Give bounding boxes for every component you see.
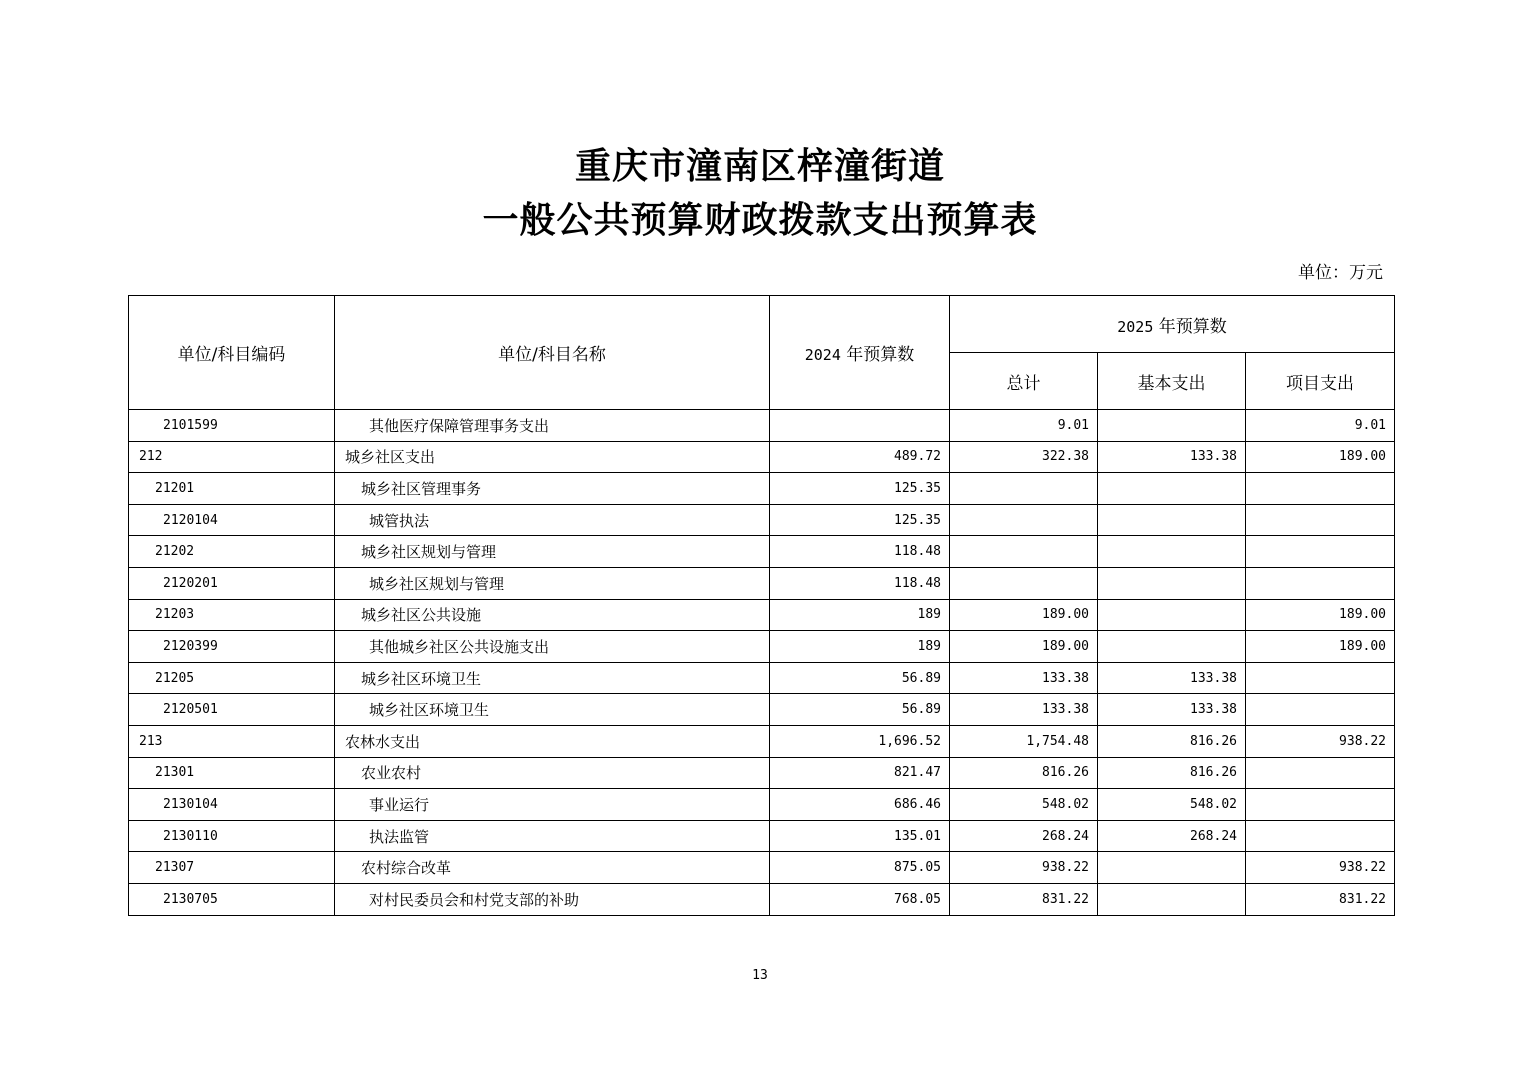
row-project-value: 831.22 <box>1246 883 1395 915</box>
row-prev-year-value: 686.46 <box>770 789 950 821</box>
row-code: 21205 <box>129 662 335 694</box>
header-cur-year-suffix: 年预算数 <box>1158 316 1227 337</box>
table-row <box>129 441 1395 473</box>
row-prev-year-value: 118.48 <box>770 567 950 599</box>
table-row <box>129 789 1395 821</box>
row-name: 农林水支出 <box>335 725 770 757</box>
row-code: 21201 <box>129 473 335 505</box>
row-project-value <box>1246 694 1395 726</box>
header-project: 项目支出 <box>1246 353 1395 410</box>
table-row <box>129 567 1395 599</box>
header-prev-year <box>770 296 950 410</box>
row-name: 城乡社区规划与管理 <box>335 567 770 599</box>
row-basic-value: 133.38 <box>1098 441 1246 473</box>
table-row <box>129 473 1395 505</box>
row-prev-year-value: 125.35 <box>770 504 950 536</box>
header-total: 总计 <box>950 353 1098 410</box>
row-name: 城乡社区公共设施 <box>335 599 770 631</box>
row-prev-year-value: 1,696.52 <box>770 725 950 757</box>
row-basic-value <box>1098 852 1246 884</box>
row-prev-year-value: 56.89 <box>770 662 950 694</box>
table-row <box>129 883 1395 915</box>
row-project-value <box>1246 473 1395 505</box>
table-row <box>129 631 1395 663</box>
row-name: 城管执法 <box>335 504 770 536</box>
row-total-value: 189.00 <box>950 631 1098 663</box>
row-prev-year-value <box>770 410 950 442</box>
row-project-value <box>1246 504 1395 536</box>
table-row <box>129 536 1395 568</box>
row-total-value <box>950 473 1098 505</box>
row-code: 21301 <box>129 757 335 789</box>
row-total-value: 268.24 <box>950 820 1098 852</box>
header-cur-year-number: 2025 <box>1117 317 1154 336</box>
row-total-value: 548.02 <box>950 789 1098 821</box>
row-basic-value <box>1098 883 1246 915</box>
row-name: 其他城乡社区公共设施支出 <box>335 631 770 663</box>
table-row <box>129 757 1395 789</box>
row-code: 2120501 <box>129 694 335 726</box>
table-row <box>129 410 1395 442</box>
row-project-value: 938.22 <box>1246 852 1395 884</box>
row-project-value <box>1246 662 1395 694</box>
row-name: 城乡社区支出 <box>335 441 770 473</box>
row-project-value <box>1246 536 1395 568</box>
row-project-value <box>1246 567 1395 599</box>
page-title-line2: 一般公共预算财政拨款支出预算表 <box>482 199 1038 241</box>
row-prev-year-value: 118.48 <box>770 536 950 568</box>
row-code: 212 <box>129 441 335 473</box>
row-basic-value <box>1098 410 1246 442</box>
row-project-value: 9.01 <box>1246 410 1395 442</box>
row-name: 城乡社区环境卫生 <box>335 694 770 726</box>
row-prev-year-value: 489.72 <box>770 441 950 473</box>
unit-label: 单位：万元 <box>1298 263 1383 283</box>
row-code: 213 <box>129 725 335 757</box>
row-project-value: 189.00 <box>1246 599 1395 631</box>
row-basic-value: 133.38 <box>1098 662 1246 694</box>
row-project-value: 189.00 <box>1246 631 1395 663</box>
row-basic-value <box>1098 504 1246 536</box>
row-prev-year-value: 821.47 <box>770 757 950 789</box>
row-total-value: 322.38 <box>950 441 1098 473</box>
row-name: 农村综合改革 <box>335 852 770 884</box>
table-row <box>129 725 1395 757</box>
header-basic: 基本支出 <box>1098 353 1246 410</box>
row-project-value <box>1246 820 1395 852</box>
page-title-line1: 重庆市潼南区梓潼街道 <box>574 145 945 187</box>
row-total-value: 9.01 <box>950 410 1098 442</box>
row-name: 事业运行 <box>335 789 770 821</box>
row-code: 21307 <box>129 852 335 884</box>
row-total-value <box>950 567 1098 599</box>
header-prev-year-suffix: 年预算数 <box>846 345 915 365</box>
row-code: 2120399 <box>129 631 335 663</box>
row-total-value: 189.00 <box>950 599 1098 631</box>
header-name: 单位/科目名称 <box>335 296 770 410</box>
row-basic-value: 133.38 <box>1098 694 1246 726</box>
row-code: 2120201 <box>129 567 335 599</box>
row-project-value <box>1246 757 1395 789</box>
table-row <box>129 662 1395 694</box>
row-code: 2130104 <box>129 789 335 821</box>
table-row <box>129 820 1395 852</box>
row-prev-year-value: 189 <box>770 599 950 631</box>
row-name: 城乡社区管理事务 <box>335 473 770 505</box>
row-basic-value <box>1098 473 1246 505</box>
header-cur-year <box>950 296 1395 353</box>
table-row <box>129 694 1395 726</box>
row-prev-year-value: 135.01 <box>770 820 950 852</box>
row-name: 对村民委员会和村党支部的补助 <box>335 883 770 915</box>
row-project-value <box>1246 789 1395 821</box>
row-name: 执法监管 <box>335 820 770 852</box>
row-code: 2101599 <box>129 410 335 442</box>
row-prev-year-value: 125.35 <box>770 473 950 505</box>
budget-table <box>128 295 1395 916</box>
header-code: 单位/科目编码 <box>129 296 335 410</box>
header-prev-year-number: 2024 <box>804 346 841 364</box>
row-total-value <box>950 504 1098 536</box>
row-basic-value: 268.24 <box>1098 820 1246 852</box>
table-row <box>129 852 1395 884</box>
row-total-value: 831.22 <box>950 883 1098 915</box>
row-total-value: 1,754.48 <box>950 725 1098 757</box>
row-basic-value <box>1098 536 1246 568</box>
row-name: 农业农村 <box>335 757 770 789</box>
row-total-value: 938.22 <box>950 852 1098 884</box>
row-prev-year-value: 189 <box>770 631 950 663</box>
row-name: 城乡社区环境卫生 <box>335 662 770 694</box>
row-prev-year-value: 56.89 <box>770 694 950 726</box>
row-total-value: 816.26 <box>950 757 1098 789</box>
row-basic-value: 816.26 <box>1098 757 1246 789</box>
row-basic-value: 548.02 <box>1098 789 1246 821</box>
row-project-value: 938.22 <box>1246 725 1395 757</box>
row-code: 2130110 <box>129 820 335 852</box>
row-name: 其他医疗保障管理事务支出 <box>335 410 770 442</box>
row-project-value: 189.00 <box>1246 441 1395 473</box>
row-basic-value <box>1098 631 1246 663</box>
row-prev-year-value: 875.05 <box>770 852 950 884</box>
row-code: 2120104 <box>129 504 335 536</box>
row-name: 城乡社区规划与管理 <box>335 536 770 568</box>
row-code: 21203 <box>129 599 335 631</box>
row-total-value <box>950 536 1098 568</box>
row-basic-value: 816.26 <box>1098 725 1246 757</box>
row-code: 2130705 <box>129 883 335 915</box>
table-row <box>129 504 1395 536</box>
row-total-value: 133.38 <box>950 662 1098 694</box>
row-prev-year-value: 768.05 <box>770 883 950 915</box>
page-number: 13 <box>752 968 768 983</box>
row-basic-value <box>1098 599 1246 631</box>
row-total-value: 133.38 <box>950 694 1098 726</box>
row-basic-value <box>1098 567 1246 599</box>
row-code: 21202 <box>129 536 335 568</box>
table-row <box>129 599 1395 631</box>
